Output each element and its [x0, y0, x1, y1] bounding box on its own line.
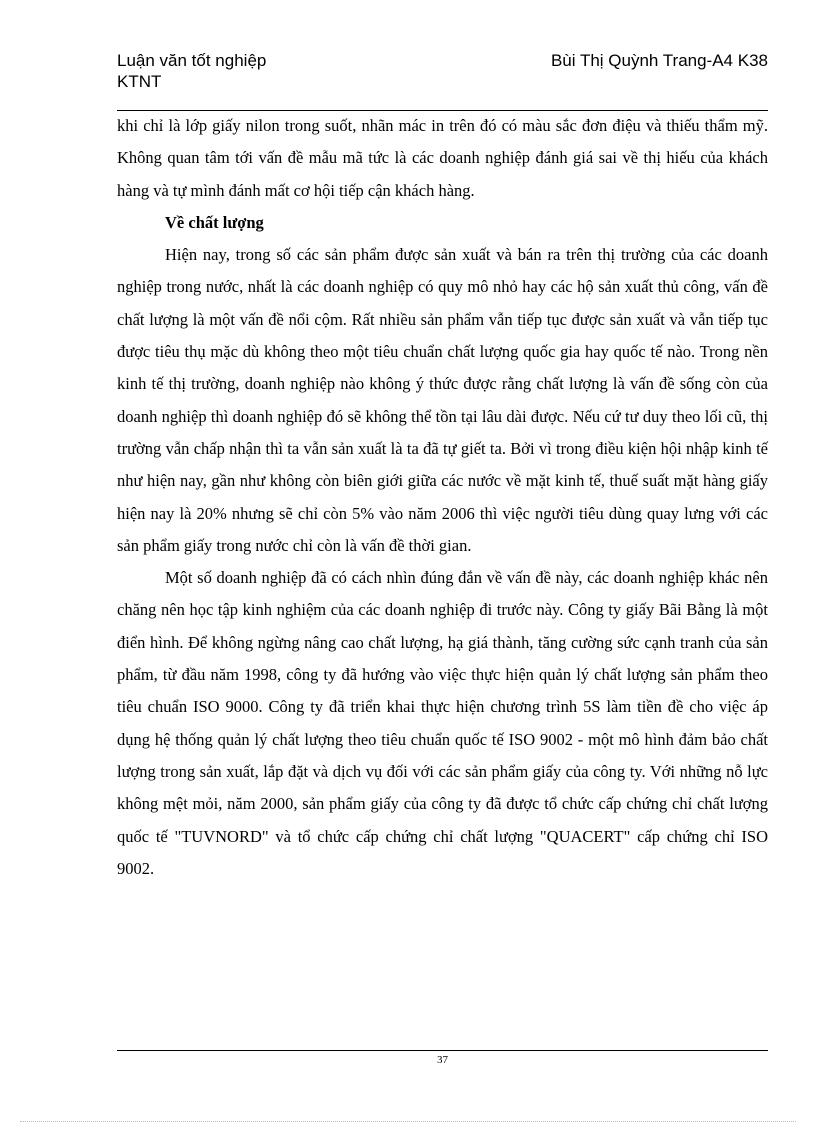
section-heading: Về chất lượng — [165, 212, 264, 232]
footer-divider — [117, 1050, 768, 1051]
page-bottom-edge — [20, 1121, 796, 1122]
paragraph-1: khi chỉ là lớp giấy nilon trong suốt, nhãn mác in trên đó có màu sắc đơn điệu và thiếu thẩm mỹ. Không quan tâm tới vấn đề mẫu mã tức là các doanh nghiệp đánh giá sai về thị hiếu của khách hàng và tự mình đánh mất cơ hội tiếp cận khách hàng. — [117, 116, 768, 200]
paragraph-3: Một số doanh nghiệp đã có cách nhìn đúng đắn về vấn đề này, các doanh nghiệp khác nên chăng nên học tập kinh nghiệm của các doanh nghiệp đi trước này. Công ty giấy Bãi Bằng là một điển hình. Để không ngừng nâng cao chất lượng, hạ giá thành, tăng cường sức cạnh tranh của sản phẩm, từ đầu năm 1998, công ty đã hướng vào việc thực hiện quản lý chất lượng sản phẩm theo tiêu chuẩn ISO 9000. Công ty đã triển khai thực hiện chương trình 5S làm tiền đề cho việc áp dụng hệ thống quản lý chất lượng theo tiêu chuẩn quốc tế ISO 9002 - một mô hình đảm bảo chất lượng trong sản xuất, lắp đặt và dịch vụ đối với các sản phẩm giấy của công ty. Với những nỗ lực không mệt mỏi, năm 2000, sản phẩm giấy của công ty đã được tổ chức cấp chứng chỉ chất lượng quốc tế "TUVNORD" và tổ chức cấp chứng chỉ chất lượng "QUACERT" cấp chứng chỉ ISO 9002. — [117, 568, 768, 878]
page-number: 37 — [437, 1054, 448, 1066]
body-content — [117, 110, 768, 885]
header-thesis-title-line1: Luận văn tốt nghiệp — [117, 51, 267, 70]
paragraph-2: Hiện nay, trong số các sản phẩm được sản xuất và bán ra trên thị trường của các doanh nghiệp trong nước, nhất là các doanh nghiệp có quy mô nhỏ hay các hộ sản xuất thủ công, vấn đề chất lượng là một vấn đề nổi cộm. Rất nhiều sản phẩm vẫn tiếp tục được sản xuất và vẫn tiếp tục được tiêu thụ mặc dù không theo một tiêu chuẩn chất lượng quốc gia hay quốc tế nào. Trong nền kinh tế thị trường, doanh nghiệp nào không ý thức được rằng chất lượng là vấn đề sống còn của doanh nghiệp thì doanh nghiệp đó sẽ không thể tồn tại lâu dài được. Nếu cứ tư duy theo lối cũ, thị trường vẫn chấp nhận thì ta vẫn sản xuất là ta đã tự giết ta. Bởi vì trong điều kiện hội nhập kinh tế như hiện nay, gần như không còn biên giới giữa các nước về mặt kinh tế, thuế suất mặt hàng giấy hiện nay là 20% nhưng sẽ chỉ còn 5% vào năm 2006 thì việc người tiêu dùng quay lưng với các sản phẩm giấy trong nước chỉ còn là vấn đề thời gian. — [117, 245, 768, 555]
header-thesis-title-line2: KTNT — [117, 72, 162, 91]
header-author: Bùi Thị Quỳnh Trang-A4 K38 — [550, 51, 768, 70]
header-thesis-title — [117, 50, 266, 92]
